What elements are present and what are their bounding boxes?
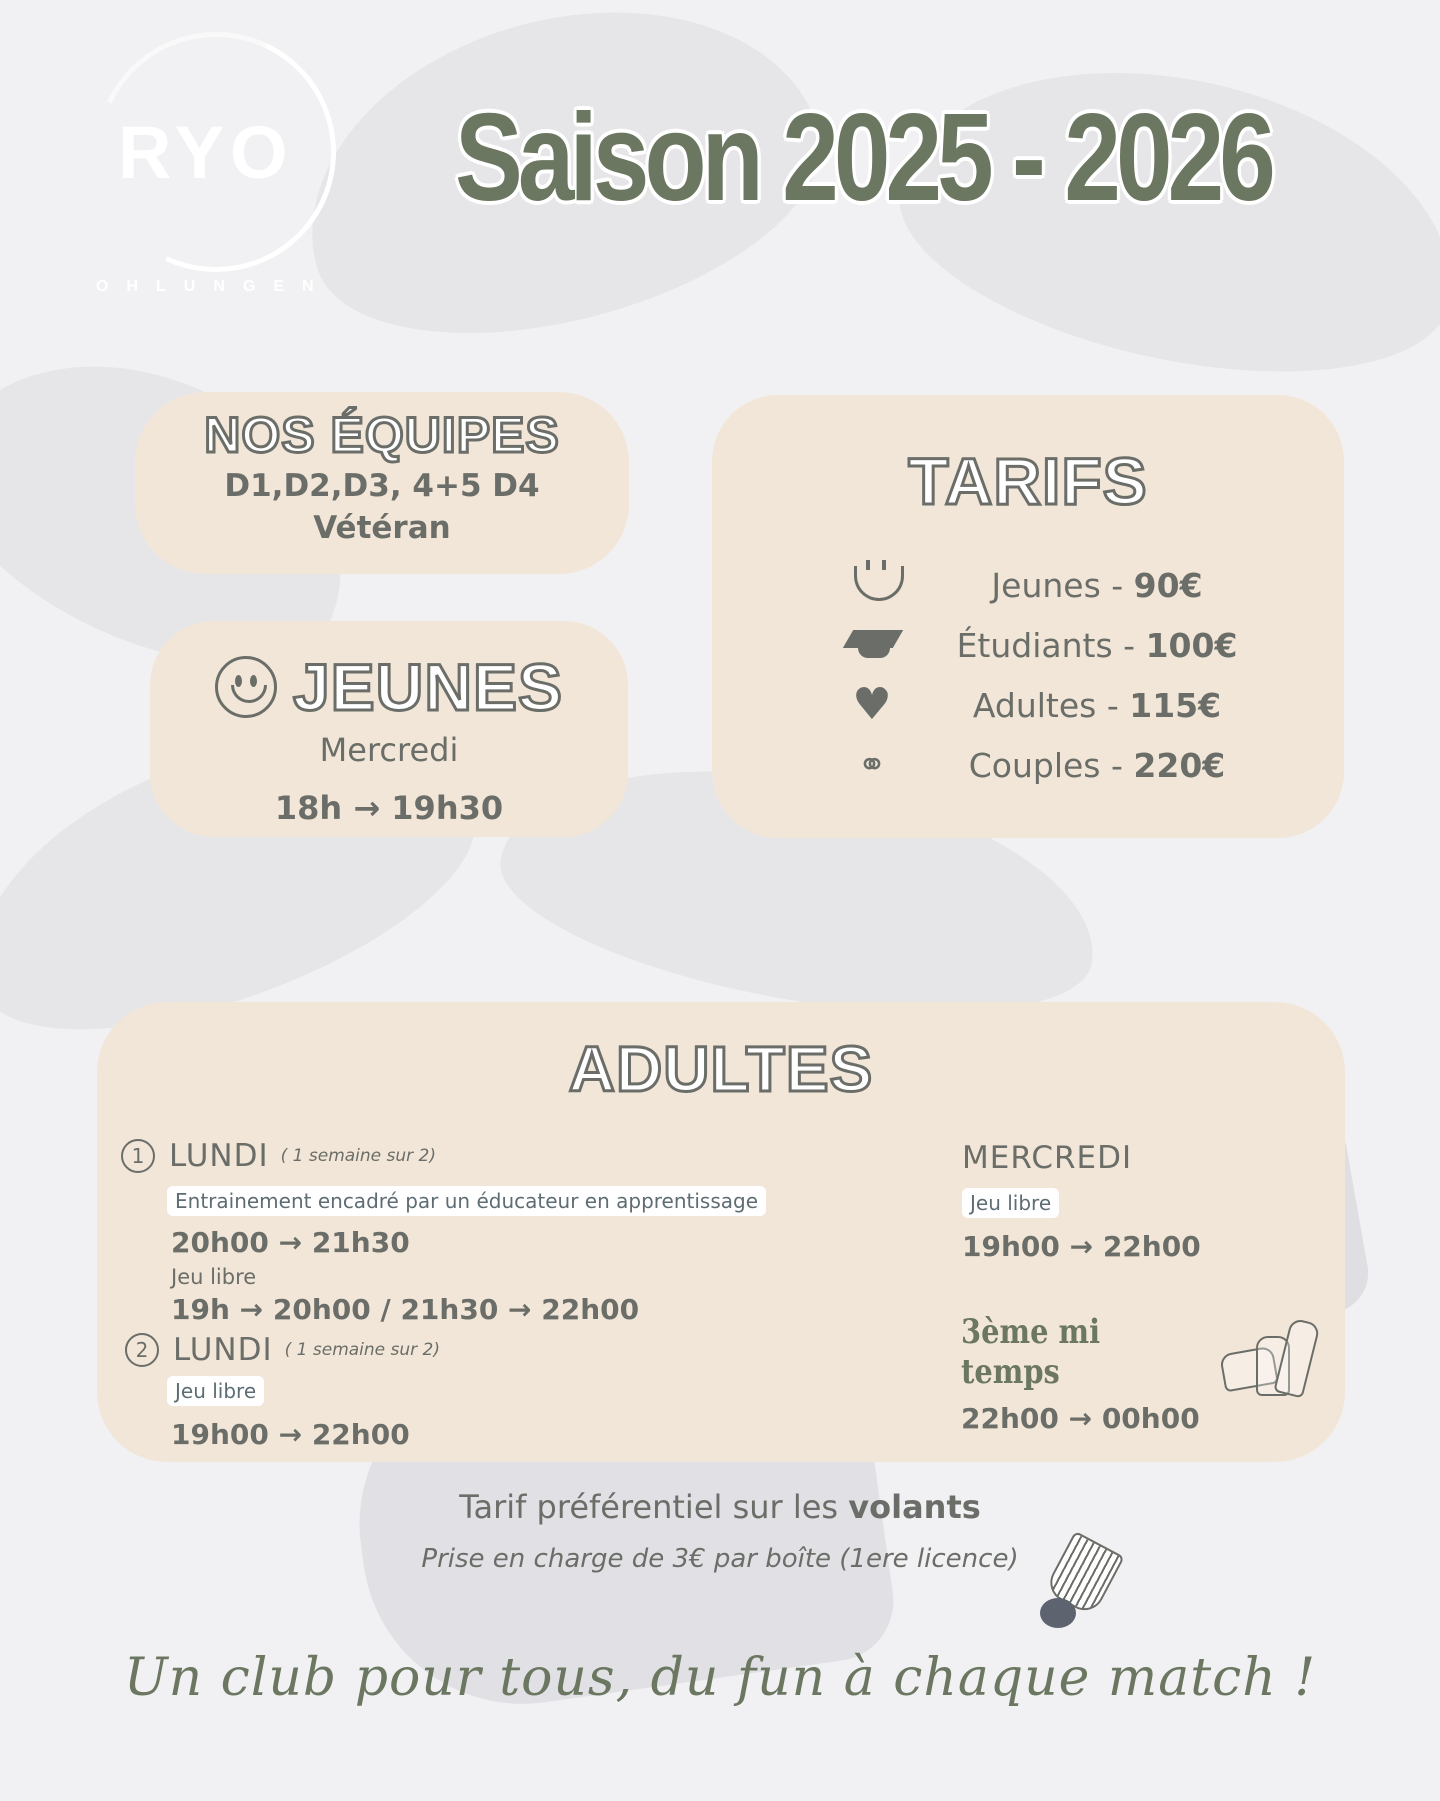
- lundi-2-block: [125, 1332, 725, 1451]
- slogan: Un club pour tous, du fun à chaque match !: [123, 1648, 1317, 1708]
- price-row-jeunes: [832, 555, 1292, 615]
- shuttle-price-bold: volants: [848, 1488, 981, 1526]
- price-row-adultes: [832, 675, 1292, 735]
- smiley-icon: [215, 656, 277, 718]
- adults-card: [97, 1002, 1345, 1462]
- price-label: Adultes -: [972, 685, 1130, 725]
- prices-card: [712, 395, 1344, 838]
- lundi-2-time: 19h00 → 22h00: [171, 1418, 410, 1451]
- mercredi-block: [962, 1140, 1302, 1263]
- price-value: 115€: [1129, 685, 1222, 725]
- mitemps-block: [961, 1312, 1221, 1435]
- shuttle-price-label: Tarif préférentiel sur les: [459, 1488, 849, 1526]
- page-title: Saison 2025 - 2026: [455, 89, 1271, 227]
- heart-icon: ♥: [852, 679, 892, 730]
- bottles-icon: [1222, 1310, 1322, 1400]
- shuttle-price-text: [0, 1488, 1440, 1526]
- teams-veteran: Vétéran: [313, 510, 451, 546]
- price-value: 220€: [1133, 745, 1226, 785]
- youth-hours: 18h → 19h30: [274, 789, 504, 827]
- shuttlecock-icon: [1036, 1536, 1116, 1632]
- price-label: Jeunes -: [991, 565, 1134, 605]
- shuttle-coverage-text: Prise en charge de 3€ par boîte (1ere licence): [421, 1544, 1019, 1574]
- lundi-1-tag: Entrainement encadré par un éducateur en apprentissage: [167, 1186, 766, 1216]
- lundi-1-time-1: 20h00 → 21h30: [171, 1226, 410, 1259]
- youth-title: JEUNES: [292, 650, 564, 724]
- lundi-1-day: LUNDI: [169, 1138, 269, 1174]
- logo-letters: RYO: [118, 111, 294, 194]
- number-1-icon: 1: [121, 1139, 155, 1173]
- lundi-2-tag: Jeu libre: [167, 1376, 264, 1406]
- price-label: Couples -: [968, 745, 1134, 785]
- mitemps-title: 3ème mi temps: [961, 1312, 1101, 1392]
- couple-icon: ⚭: [857, 745, 887, 785]
- lundi-1-time-2: 19h → 20h00 / 21h30 → 22h00: [171, 1293, 640, 1326]
- lundi-2-note: ( 1 semaine sur 2): [284, 1340, 441, 1360]
- teams-card: [135, 392, 629, 574]
- mercredi-day: MERCREDI: [962, 1140, 1133, 1176]
- mitemps-time: 22h00 → 00h00: [961, 1402, 1200, 1435]
- prices-title: TARIFS: [908, 444, 1148, 518]
- price-row-etudiants: [832, 615, 1292, 675]
- price-label: Étudiants -: [956, 625, 1146, 665]
- club-logo: [88, 32, 338, 302]
- youth-card: [150, 621, 628, 837]
- lundi-1-libre-label: Jeu libre: [171, 1265, 257, 1289]
- price-value: 90€: [1133, 565, 1203, 605]
- mercredi-tag: Jeu libre: [962, 1188, 1059, 1218]
- lundi-2-day: LUNDI: [173, 1332, 273, 1368]
- smile-icon: [842, 560, 902, 610]
- adults-title: ADULTES: [568, 1033, 874, 1105]
- price-value: 100€: [1145, 625, 1238, 665]
- price-row-couples: [832, 735, 1292, 795]
- teams-divisions: D1,D2,D3, 4+5 D4: [224, 468, 540, 504]
- logo-subtitle: OHLUNGEN: [96, 278, 332, 295]
- number-2-icon: 2: [125, 1333, 159, 1367]
- graduation-cap-icon: [842, 620, 902, 670]
- mercredi-time: 19h00 → 22h00: [962, 1230, 1201, 1263]
- youth-day: Mercredi: [319, 731, 459, 769]
- lundi-1-block: [121, 1138, 821, 1326]
- teams-title: NOS ÉQUIPES: [204, 407, 560, 463]
- lundi-1-note: ( 1 semaine sur 2): [280, 1146, 437, 1166]
